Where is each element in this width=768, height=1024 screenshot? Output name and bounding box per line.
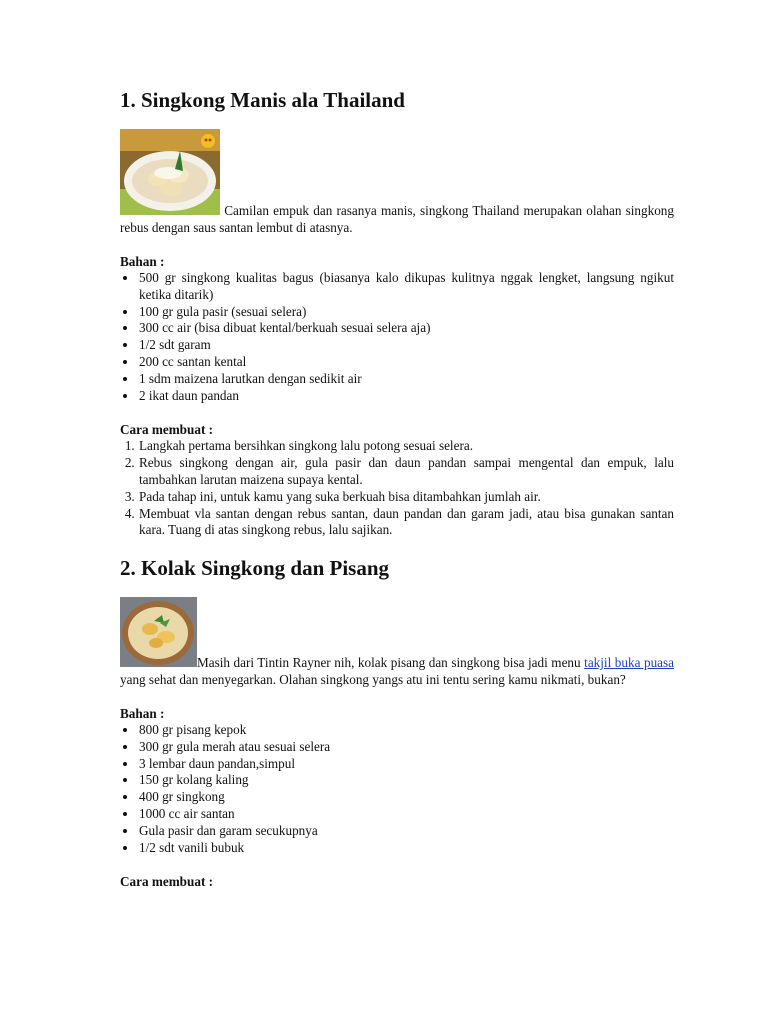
recipe-1-intro-text: Camilan empuk dan rasanya manis, singkong Thailand merupakan olahan singkong rebus dengan saus santan lembut di atasnya.: [120, 203, 674, 235]
list-item: • 1/2 sdt vanili bubuk: [138, 840, 674, 857]
list-item: • 1 sdm maizena larutkan dengan sedikit air: [138, 371, 674, 388]
recipe-1-intro-paragraph: [120, 129, 674, 236]
list-item: • 400 gr singkong: [138, 789, 674, 806]
list-item: 3. Pada tahap ini, untuk kamu yang suka berkuah bisa ditambahkan jumlah air.: [138, 489, 674, 506]
recipe-1-steps-label: Cara membuat :: [120, 422, 214, 438]
list-item: • 200 cc santan kental: [138, 354, 674, 371]
list-item: • 800 gr pisang kepok: [138, 722, 674, 739]
list-item: 4. Membuat vla santan dengan rebus santan, daun pandan dan garam jadi, atau bisa gunakan santan kara. Tuang di atas singkong rebus, lalu sajikan.: [138, 506, 674, 540]
list-item: • 1/2 sdt garam: [138, 337, 674, 354]
takjil-buka-puasa-link[interactable]: takjil buka puasa: [584, 655, 674, 670]
list-item: 2. Rebus singkong dengan air, gula pasir dan daun pandan sampai mengental dan empuk, lalu tambahkan larutan maizena supaya kental.: [138, 455, 674, 489]
list-item: • 100 gr gula pasir (sesuai selera): [138, 304, 674, 321]
recipe-2-ingredients-list: [120, 722, 674, 856]
list-item: • 3 lembar daun pandan,simpul: [138, 756, 674, 773]
list-item: • 2 ikat daun pandan: [138, 388, 674, 405]
list-item: 1. Langkah pertama bersihkan singkong lalu potong sesuai selera.: [138, 438, 674, 455]
recipe-1-ingredients-label: Bahan :: [120, 254, 165, 269]
kolak-singkong-photo: [120, 597, 197, 667]
document-content: [120, 86, 674, 890]
recipe-1: [120, 86, 674, 539]
list-item: • 1000 cc air santan: [138, 806, 674, 823]
recipe-1-ingredients-list: [120, 270, 674, 404]
recipe-1-title: 1. Singkong Manis ala Thailand: [120, 88, 405, 112]
recipe-2-title: 2. Kolak Singkong dan Pisang: [120, 556, 390, 580]
singkong-thailand-photo: [120, 129, 220, 215]
recipe-2: [120, 554, 674, 890]
recipe-2-ingredients-label: Bahan :: [120, 706, 165, 721]
list-item: • 500 gr singkong kualitas bagus (biasanya kalo dikupas kulitnya nggak lengket, langsung ngikut ketika ditarik): [138, 270, 674, 304]
recipe-2-steps-label: Cara membuat :: [120, 874, 214, 890]
list-item: • 300 cc air (bisa dibuat kental/berkuah sesuai selera aja): [138, 320, 674, 337]
recipe-2-intro-text-continued: yang sehat dan menyegarkan. Olahan singkong yangs atu ini tentu sering kamu nikmati, bukan?: [120, 672, 626, 687]
list-item: • 300 gr gula merah atau sesuai selera: [138, 739, 674, 756]
list-item: • 150 gr kolang kaling: [138, 772, 674, 789]
recipe-2-intro-text: Masih dari Tintin Rayner nih, kolak pisang dan singkong bisa jadi menu: [197, 655, 585, 670]
recipe-1-steps-list: [120, 438, 674, 539]
list-item: • Gula pasir dan garam secukupnya: [138, 823, 674, 840]
recipe-2-intro-paragraph: [120, 597, 674, 688]
